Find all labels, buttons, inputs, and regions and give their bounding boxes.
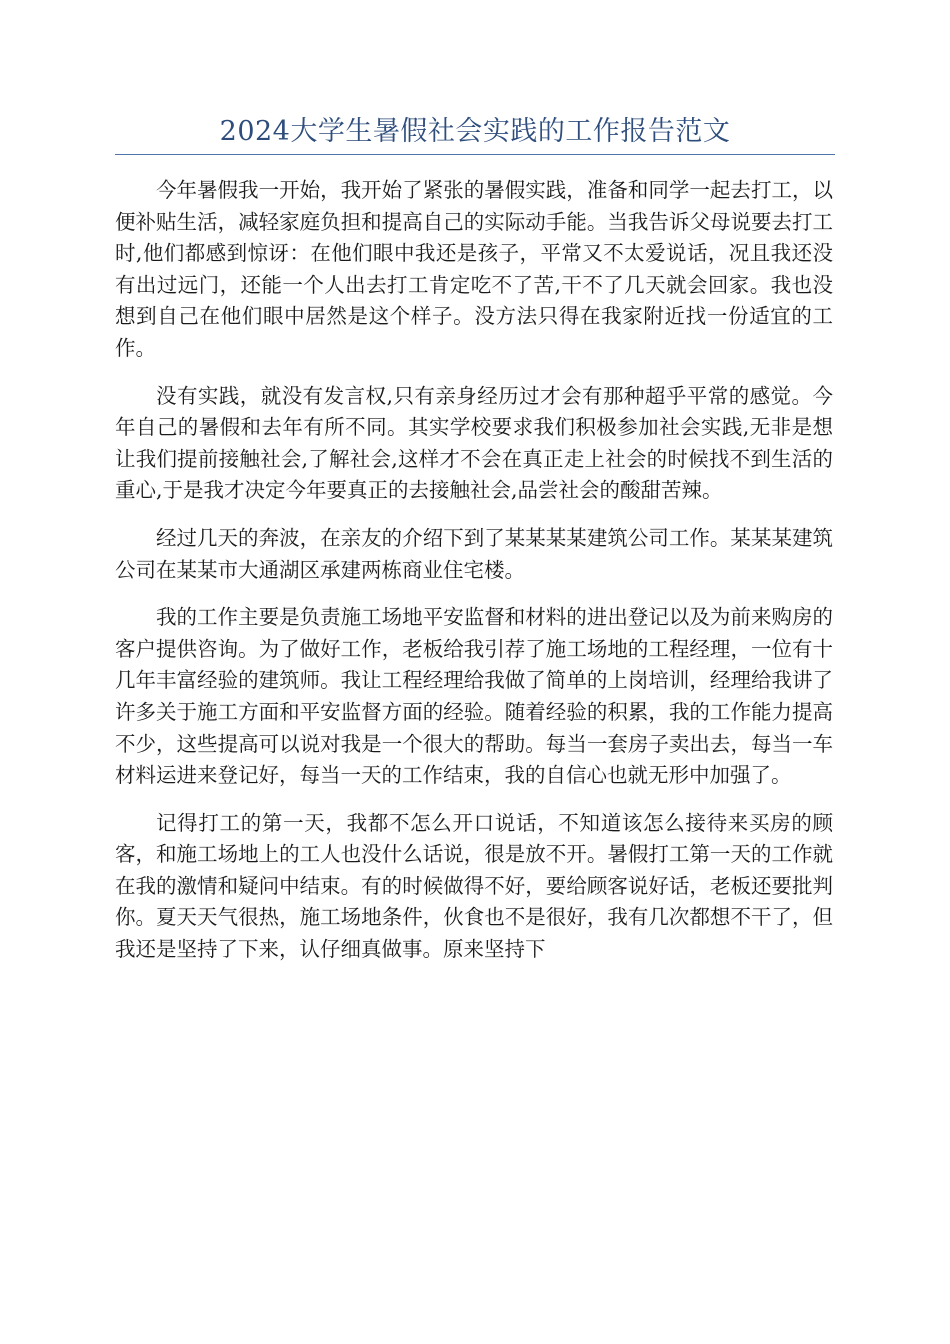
paragraph-1: 今年暑假我一开始，我开始了紧张的暑假实践，准备和同学一起去打工，以便补贴生活，减轻家庭负担和提高自己的实际动手能。当我告诉父母说要去打工时,他们都感到惊讶：在他们眼中我还是孩子，平常又不太爱说话，况且我还没有出过远门，还能一个人出去打工肯定吃不了苦,干不了几天就会回家。我也没想到自己在他们眼中居然是这个样子。没方法只得在我家附近找一份适宜的工作。: [115, 178, 833, 360]
paragraph-3: 经过几天的奔波，在亲友的介绍下到了某某某某建筑公司工作。某某某建筑公司在某某市大通湖区承建两栋商业住宅楼。: [115, 525, 833, 582]
document-title: 2024大学生暑假社会实践的工作报告范文: [219, 116, 731, 147]
paragraph-4: 我的工作主要是负责施工场地平安监督和材料的进出登记以及为前来购房的客户提供咨询。为了做好工作，老板给我引荐了施工场地的工程经理，一位有十几年丰富经验的建筑师。我让工程经理给我做了简单的上岗培训，经理给我讲了许多关于施工方面和平安监督方面的经验。随着经验的积累，我的工作能力提高不少，这些提高可以说对我是一个很大的帮助。每当一套房子卖出去，每当一车材料运进来登记好，每当一天的工作结束，我的自信心也就无形中加强了。: [115, 605, 833, 788]
document-body: [115, 175, 833, 982]
title-underline: [115, 154, 835, 155]
paragraph-2: 没有实践，就没有发言权,只有亲身经历过才会有那种超乎平常的感觉。今年自己的暑假和去年有所不同。其实学校要求我们积极参加社会实践,无非是想让我们提前接触社会,了解社会,这样才不会在真正走上社会的时候找不到生活的重心,于是我才决定今年要真正的去接触社会,品尝社会的酸甜苦辣。: [115, 383, 833, 503]
paragraph-5: 记得打工的第一天，我都不怎么开口说话，不知道该怎么接待来买房的顾客，和施工场地上的工人也没什么话说，很是放不开。暑假打工第一天的工作就在我的激情和疑问中结束。有的时候做得不好，要给顾客说好话，老板还要批判你。夏天天气很热，施工场地条件，伙食也不是很好，我有几次都想不干了，但我还是坚持了下来，认仔细真做事。原来坚持下: [115, 810, 833, 962]
